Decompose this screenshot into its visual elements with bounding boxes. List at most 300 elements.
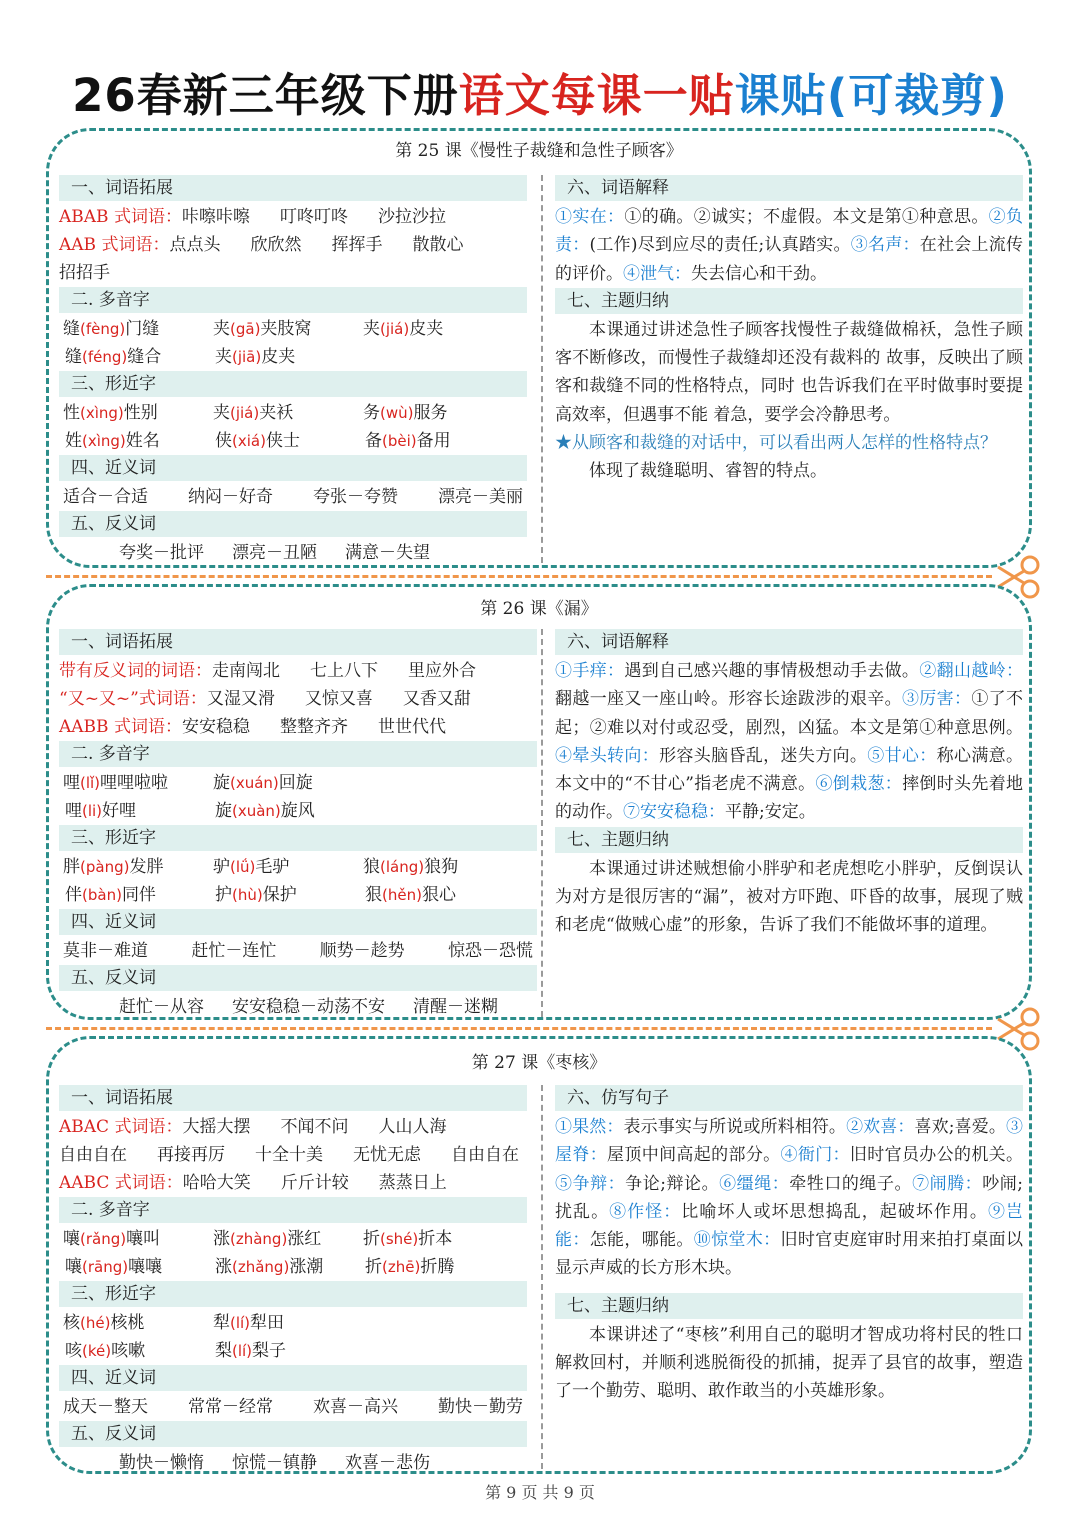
synonym-pair: 莫非－难道 — [63, 941, 148, 961]
explained-word: ③屋脊： — [555, 1117, 1024, 1166]
pinyin: (zhǎng) — [232, 1258, 290, 1276]
similar-char-entry — [365, 881, 515, 909]
example-word: 折腾 — [420, 1257, 455, 1277]
pinyin: (láng) — [380, 858, 425, 876]
explained-word: ①实在： — [555, 207, 625, 227]
explained-word: ⑤甘心： — [867, 745, 937, 766]
explanation-text: ①了不起；②难以对付或忍受，剧烈，凶猛。本文是第①种意思例。 — [555, 689, 1024, 738]
example-word: 夹肢窝 — [260, 319, 312, 339]
antonym-pair: 漂亮－丑陋 — [232, 543, 317, 563]
pinyin: (lí) — [230, 1314, 251, 1332]
pinyin: (lǘ) — [230, 858, 256, 876]
char: 缝 — [63, 319, 80, 339]
section-heading: 七、主题归纳 — [555, 1293, 1023, 1319]
synonym-pair: 纳闷－好奇 — [188, 487, 273, 507]
pinyin: (lí) — [232, 1342, 253, 1360]
explained-word: ②欢喜： — [846, 1117, 915, 1137]
explanation-text: (工作)尽到应尽的责任;认真踏实。 — [589, 235, 851, 256]
section-heading: 一、词语拓展 — [59, 1085, 527, 1111]
char: 涨 — [213, 1229, 230, 1249]
similar-char-entry — [213, 1309, 363, 1337]
word-item: 叮咚叮咚 — [279, 207, 348, 227]
polyphone-list — [59, 315, 527, 371]
word-row — [59, 259, 527, 287]
char: 胖 — [63, 857, 80, 877]
char: 狠 — [365, 885, 382, 905]
explained-word: ③名声： — [850, 235, 920, 256]
section-heading: 一、词语拓展 — [59, 629, 537, 655]
page-title — [0, 66, 1080, 126]
pinyin: (bèi) — [382, 432, 417, 450]
example-word: 涨红 — [287, 1229, 322, 1249]
similar-char-entry — [213, 853, 363, 881]
word-item: 无忧无虑 — [353, 1145, 421, 1165]
synonym-pair: 赶忙－连忙 — [191, 941, 277, 961]
pinyin: (jiá) — [380, 320, 410, 338]
char: 姓 — [65, 431, 82, 451]
explained-word: ④衙门： — [780, 1145, 850, 1166]
explanation-text: 旧时官员办公的机关。 — [849, 1145, 1024, 1166]
antonym-row — [59, 539, 527, 567]
example-word: 同伴 — [121, 885, 156, 905]
char: 夹 — [213, 403, 230, 423]
synonym-row — [59, 937, 537, 965]
explanation-text: 称心满意。本文中的“不甘心”指老虎不满意。 — [555, 745, 1024, 795]
section-heading: 四、近义词 — [59, 1365, 527, 1391]
antonym-pair: 欢喜－悲伤 — [345, 1453, 430, 1473]
polyphone-list — [59, 769, 537, 825]
word-item: 再接再厉 — [157, 1145, 225, 1165]
synonym-pair: 顺势－趁势 — [319, 941, 405, 961]
antonym-pair: 清醒－迷糊 — [413, 997, 498, 1017]
column-divider — [541, 1085, 543, 1469]
char: 梨 — [215, 1341, 232, 1361]
char: 咳 — [65, 1341, 82, 1361]
antonym-list — [59, 993, 537, 1021]
word-explanations — [555, 203, 1023, 288]
word-row — [59, 657, 537, 685]
right-column — [555, 175, 1023, 486]
polyphone-entry — [363, 315, 513, 343]
pinyin: (fèng) — [80, 320, 126, 338]
word-explanations — [555, 1113, 1023, 1283]
section-heading: 七、主题归纳 — [555, 288, 1023, 314]
cut-line — [46, 1027, 992, 1030]
pinyin: (jiá) — [230, 404, 260, 422]
synonym-pair: 漂亮－美丽 — [438, 487, 523, 507]
char: 务 — [363, 403, 380, 423]
example-word: 旋风 — [280, 801, 315, 821]
lesson-heading: 第 25 课《慢性子裁缝和急性子顾客》 — [395, 141, 683, 161]
pinyin: (xuàn) — [232, 802, 281, 820]
section-heading: 五、反义词 — [59, 1421, 527, 1447]
polyphone-entry — [215, 797, 365, 825]
pinyin: (jiā) — [232, 348, 262, 366]
example-word: 夹袄 — [259, 403, 294, 423]
left-column — [59, 629, 537, 1021]
theme-summary: 本课通过讲述急性子顾客找慢性子裁缝做棉袄，急性子顾客不断修改，而慢性子裁缝却还没有裁料的 故事，反映出了顾客和裁缝不同的性格特点，同时 也告诉我们在平时做事时要提高效率，但遇事不能 着急，要学会冷静思考。 — [555, 319, 1023, 425]
polyphone-entry — [63, 1225, 213, 1253]
example-word: 核桃 — [110, 1313, 145, 1333]
antonym-row — [59, 993, 537, 1021]
word-type-label: AABB 式词语： — [59, 717, 182, 737]
theme-summary: 本课通过讲述贼想偷小胖驴和老虎想吃小胖驴，反倒误认为对方是很厉害的“漏”，被对方吓跑、吓昏的故事，展现了贼和老虎“做贼心虚”的形象，告诉了我们不能做坏事的道理。 — [555, 858, 1023, 936]
explanation-text: 吵闹;扰乱。 — [555, 1173, 1024, 1222]
section-heading: 一、词语拓展 — [59, 175, 527, 201]
example-word: 服务 — [413, 403, 448, 423]
synonym-row — [59, 483, 527, 511]
word-item: 点点头 — [169, 235, 221, 255]
char: 护 — [215, 885, 232, 905]
explanation-text: 争论;辩论。 — [625, 1173, 720, 1194]
pinyin: (shé) — [380, 1230, 419, 1248]
similar-char-entry — [213, 399, 363, 427]
word-row — [59, 1169, 527, 1197]
pinyin: (hěn) — [382, 886, 422, 904]
lesson-heading: 第 27 课《枣核》 — [471, 1053, 607, 1073]
antonym-list — [59, 539, 527, 567]
explanation-text: 遇到自己感兴趣的事情极想动手去做。 — [624, 661, 920, 681]
word-extension — [59, 657, 537, 741]
example-word: 犁田 — [250, 1313, 285, 1333]
word-extension — [59, 1113, 527, 1197]
word-item: 欣欣然 — [250, 235, 302, 255]
pinyin: (zhē) — [382, 1258, 421, 1276]
explained-word: ①果然： — [555, 1117, 624, 1137]
word-item: 安安稳稳 — [181, 717, 250, 737]
example-word: 狼狗 — [424, 857, 459, 877]
char: 核 — [63, 1313, 80, 1333]
polyphone-entry — [365, 1253, 515, 1281]
similar-char-entry — [215, 427, 365, 455]
similar-char-entry — [365, 427, 515, 455]
section-heading: 五、反义词 — [59, 965, 537, 991]
synonym-pair: 勤快－勤劳 — [438, 1397, 523, 1417]
example-word: 梨子 — [252, 1341, 287, 1361]
word-type-label: AABC 式词语： — [59, 1173, 183, 1193]
explanation-text: ①的确。②诚实；不虚假。本文是第①种意思。 — [624, 207, 989, 227]
char: 狼 — [363, 857, 380, 877]
answer: 体现了裁缝聪明、睿智的特点。 — [589, 461, 827, 482]
left-column — [59, 175, 527, 567]
left-column — [59, 1085, 527, 1477]
pinyin: (xìng) — [80, 404, 124, 422]
char-row — [59, 399, 527, 427]
example-word: 姓名 — [125, 431, 160, 451]
polyphone-entry — [213, 769, 363, 797]
explanation-text: 翻越一座又一座山岭。形容长途跋涉的艰辛。 — [555, 689, 902, 710]
example-word: 性别 — [123, 403, 158, 423]
pinyin: (hé) — [80, 1314, 111, 1332]
pinyin: (gā) — [230, 320, 261, 338]
char: 哩 — [65, 801, 82, 821]
char: 涨 — [215, 1257, 232, 1277]
example-word: 哩哩啦啦 — [100, 773, 169, 793]
example-word: 皮夹 — [261, 347, 296, 367]
antonym-pair: 惊慌－镇静 — [232, 1453, 317, 1473]
synonym-list — [59, 1393, 527, 1421]
polyphone-list — [59, 1225, 527, 1281]
word-row — [59, 1141, 527, 1169]
char: 夹 — [215, 347, 232, 367]
explained-word: ④泄气： — [623, 263, 691, 284]
explained-word: ⑩惊堂木： — [693, 1230, 781, 1251]
explained-word: ⑦安安稳稳： — [623, 802, 725, 823]
explanation-text: 摔倒时头先着地的动作。 — [555, 774, 1024, 823]
example-word: 涨潮 — [289, 1257, 324, 1277]
example-word: 嚷嚷 — [128, 1257, 163, 1277]
word-item: 挥挥手 — [331, 235, 383, 255]
word-type-label: “又~又~”式词语： — [59, 689, 207, 709]
word-type-label: ABAC 式词语： — [59, 1117, 183, 1137]
pinyin: (féng) — [82, 348, 128, 366]
antonym-pair: 满意－失望 — [345, 543, 430, 563]
section-heading: 四、近义词 — [59, 455, 527, 481]
section-heading: 四、近义词 — [59, 909, 537, 935]
similar-char-entry — [363, 399, 513, 427]
example-word: 侠士 — [265, 431, 300, 451]
explained-word: ⑥倒栽葱： — [815, 774, 903, 795]
example-word: 备用 — [416, 431, 451, 451]
pinyin: (wù) — [380, 404, 414, 422]
char-row — [59, 315, 527, 343]
section-heading: 三、形近字 — [59, 1281, 527, 1307]
section-heading: 二. 多音字 — [59, 741, 537, 767]
char-row — [59, 1337, 527, 1365]
word-item: 蒸蒸日上 — [378, 1173, 447, 1193]
char: 折 — [363, 1229, 380, 1249]
char: 侠 — [215, 431, 232, 451]
char-row — [59, 1225, 527, 1253]
pinyin: (rāng) — [82, 1258, 129, 1276]
char: 夹 — [213, 319, 230, 339]
section-heading: 五、反义词 — [59, 511, 527, 537]
synonym-pair: 夸张－夸赞 — [313, 487, 398, 507]
synonym-row — [59, 1393, 527, 1421]
similar-chars-list — [59, 1309, 527, 1365]
polyphone-entry — [65, 343, 215, 371]
column-divider — [541, 629, 543, 1017]
word-item: 七上八下 — [310, 661, 378, 681]
example-word: 毛驴 — [255, 857, 290, 877]
explained-word: ⑦闹腾： — [912, 1173, 983, 1194]
similar-char-entry — [63, 399, 213, 427]
synonym-pair: 适合－合适 — [63, 487, 148, 507]
char: 嚷 — [63, 1229, 80, 1249]
example-word: 好哩 — [102, 801, 137, 821]
section-heading: 二. 多音字 — [59, 1197, 527, 1223]
explained-word: ⑥缰绳： — [719, 1173, 790, 1194]
pinyin: (rǎng) — [80, 1230, 127, 1248]
example-word: 回旋 — [278, 773, 313, 793]
similar-char-entry — [65, 427, 215, 455]
explanation-text: 屋顶中间高起的部分。 — [607, 1145, 781, 1166]
section-heading: 三、形近字 — [59, 825, 537, 851]
word-item: 大摇大摆 — [182, 1117, 251, 1137]
similar-char-entry — [63, 853, 213, 881]
word-item: 沙拉沙拉 — [377, 207, 446, 227]
word-extension — [59, 203, 527, 287]
word-type-label: ABAB 式词语： — [59, 207, 182, 227]
word-item: 又湿又滑 — [206, 689, 275, 709]
pinyin: (lǐ) — [80, 774, 101, 792]
explanation-text: 旧时官吏庭审时用来拍打桌面以显示声威的长方形木块。 — [555, 1230, 1024, 1279]
word-item: 咔嚓咔嚓 — [181, 207, 250, 227]
pinyin: (xuán) — [230, 774, 279, 792]
antonym-pair: 赶忙－从容 — [119, 997, 204, 1017]
word-item: 人山人海 — [378, 1117, 447, 1137]
explained-word: ②翻山越岭： — [919, 661, 1024, 681]
char: 驴 — [213, 857, 230, 877]
title-part-1: 26春新三年级下册 — [72, 69, 459, 122]
char: 缝 — [65, 347, 82, 367]
char-row — [59, 769, 537, 797]
char: 备 — [365, 431, 382, 451]
lesson-card-26 — [46, 584, 1032, 1020]
word-row — [59, 1113, 527, 1141]
section-heading: 六、词语解释 — [555, 175, 1023, 201]
word-item: 十全十美 — [255, 1145, 323, 1165]
similar-char-entry — [65, 1337, 215, 1365]
example-word: 狠心 — [421, 885, 456, 905]
char: 折 — [365, 1257, 382, 1277]
explained-word: ⑤争辩： — [555, 1173, 626, 1194]
similar-char-entry — [215, 1337, 365, 1365]
title-part-3: 课贴(可裁剪) — [734, 69, 1008, 122]
polyphone-entry — [213, 315, 363, 343]
question: ★从顾客和裁缝的对话中，可以看出两人怎样的性格特点？ — [555, 433, 997, 454]
explained-word: ⑧作怪： — [609, 1201, 682, 1222]
char: 旋 — [215, 801, 232, 821]
word-item: 整整齐齐 — [279, 717, 348, 737]
polyphone-entry — [65, 1253, 215, 1281]
example-word: 缝合 — [127, 347, 162, 367]
polyphone-entry — [215, 1253, 365, 1281]
char-row — [59, 1253, 527, 1281]
char: 夹 — [363, 319, 380, 339]
theme-summary: 本课讲述了“枣核”利用自己的聪明才智成功将村民的牲口解救回村，并顺利逃脱衙役的抓捕，捉弄了县官的故事，塑造了一个勤劳、聪明、敢作敢当的小英雄形象。 — [555, 1324, 1023, 1402]
char: 伴 — [65, 885, 82, 905]
word-item: 斤斤计较 — [280, 1173, 349, 1193]
pinyin: (xìng) — [82, 432, 126, 450]
word-item: 又香又甜 — [402, 689, 471, 709]
pinyin: (hù) — [232, 886, 263, 904]
polyphone-entry — [213, 1225, 363, 1253]
explained-word: ①手痒： — [555, 661, 625, 681]
word-row — [59, 713, 537, 741]
word-item: 自由自在 — [59, 1145, 127, 1165]
explained-word: ⑨岂能： — [555, 1201, 1024, 1251]
word-row — [59, 231, 527, 259]
char-row — [59, 1309, 527, 1337]
lesson-card-25 — [46, 128, 1032, 568]
explanation-text: 比喻坏人或坏思想捣乱，起破坏作用。 — [681, 1201, 988, 1222]
word-item: 走南闯北 — [212, 661, 280, 681]
synonym-pair: 常常－经常 — [188, 1397, 273, 1417]
explanation-text: 平静;安定。 — [725, 802, 816, 823]
char: 哩 — [63, 773, 80, 793]
char: 犁 — [213, 1313, 230, 1333]
right-column — [555, 1085, 1023, 1406]
synonym-list — [59, 937, 537, 965]
antonym-list — [59, 1449, 527, 1477]
example-word: 皮夹 — [409, 319, 444, 339]
polyphone-entry — [63, 315, 213, 343]
similar-chars-list — [59, 399, 527, 455]
char: 旋 — [213, 773, 230, 793]
lesson-heading: 第 26 课《漏》 — [480, 599, 598, 619]
pinyin: (ké) — [82, 1342, 112, 1360]
explanation-text: 怎能，哪能。 — [589, 1230, 694, 1251]
example-word: 折本 — [418, 1229, 453, 1249]
page-footer: 第 9 页 共 9 页 — [485, 1483, 595, 1502]
explanation-text: 形容头脑昏乱，迷失方向。 — [659, 745, 868, 766]
word-item: 哈哈大笑 — [182, 1173, 251, 1193]
antonym-row — [59, 1449, 527, 1477]
explanation-text: 喜欢;喜爱。 — [914, 1117, 1007, 1137]
char-row — [59, 427, 527, 455]
antonym-pair: 夸奖－批评 — [119, 543, 204, 563]
example-word: 保护 — [262, 885, 297, 905]
section-heading: 六、仿写句子 — [555, 1085, 1023, 1111]
word-type-label: 带有反义词的词语： — [59, 661, 212, 681]
word-item: 招招手 — [59, 263, 110, 283]
synonym-pair: 惊恐－恐慌 — [447, 941, 533, 961]
antonym-pair: 安安稳稳－动荡不安 — [232, 997, 385, 1017]
similar-chars-list — [59, 853, 537, 909]
right-column — [555, 629, 1023, 940]
polyphone-entry — [63, 769, 213, 797]
char-row — [59, 343, 527, 371]
word-item: 散散心 — [412, 235, 464, 255]
lesson-card-27 — [46, 1036, 1032, 1474]
section-heading: 三、形近字 — [59, 371, 527, 397]
similar-char-entry — [363, 853, 513, 881]
similar-char-entry — [63, 1309, 213, 1337]
explanation-text: 在社会上流传的评价。 — [555, 235, 1023, 284]
char: 嚷 — [65, 1257, 82, 1277]
word-item: 里应外合 — [408, 661, 476, 681]
pinyin: (pàng) — [80, 858, 130, 876]
example-word: 发胖 — [129, 857, 164, 877]
word-row — [59, 685, 537, 713]
word-type-label: AAB 式词语： — [59, 235, 170, 255]
word-row — [59, 203, 527, 231]
synonym-pair: 欢喜－高兴 — [313, 1397, 398, 1417]
synonym-list — [59, 483, 527, 511]
word-item: 自由自在 — [451, 1145, 519, 1165]
polyphone-entry — [65, 797, 215, 825]
pinyin: (zhàng) — [230, 1230, 288, 1248]
explained-word: ②负责： — [555, 207, 1024, 256]
char-row — [59, 853, 537, 881]
char-row — [59, 797, 537, 825]
explained-word: ④晕头转向： — [555, 745, 660, 766]
column-divider — [541, 175, 543, 563]
pinyin: (li) — [82, 802, 103, 820]
word-item: 不闻不问 — [280, 1117, 349, 1137]
section-heading: 七、主题归纳 — [555, 827, 1023, 853]
explanation-text: 失去信心和干劲。 — [691, 263, 827, 284]
word-item: 世世代代 — [377, 717, 446, 737]
explanation-text: 表示事实与所说或所料相符。 — [623, 1117, 847, 1137]
example-word: 嚷叫 — [126, 1229, 161, 1249]
char: 性 — [63, 403, 80, 423]
cut-line — [46, 575, 992, 578]
polyphone-entry — [215, 343, 365, 371]
char-row — [59, 881, 537, 909]
polyphone-entry — [363, 1225, 513, 1253]
